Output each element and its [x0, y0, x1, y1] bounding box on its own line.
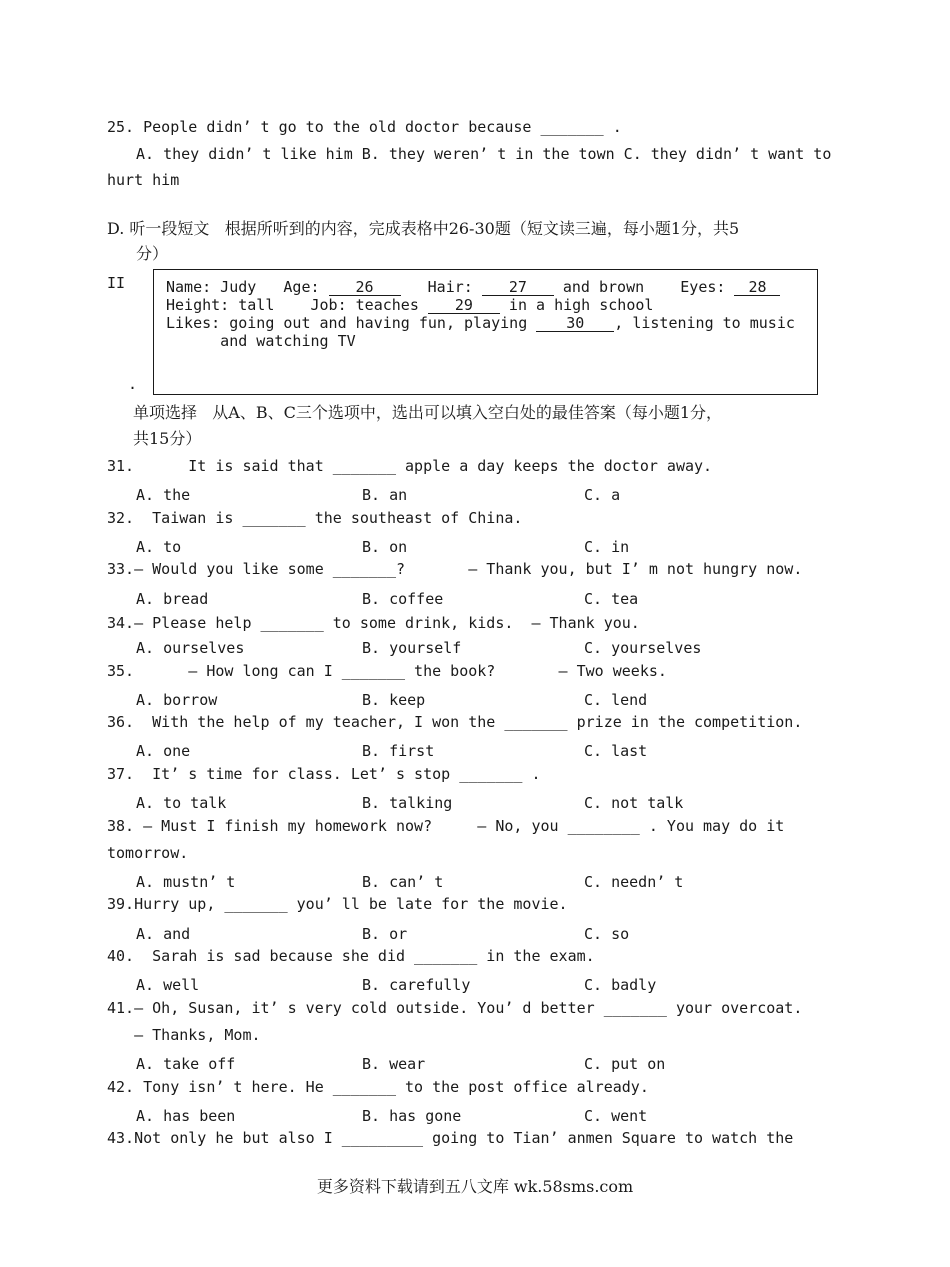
q33-option-c: C. tea [584, 590, 639, 608]
q37-option-c: C. not talk [584, 794, 684, 812]
form-line-likes [166, 314, 795, 332]
footer-source-note: 更多资料下载请到五八文库 wk.58sms.com [316, 1177, 634, 1196]
height-job-label: Height: tall Job: teaches [166, 296, 428, 314]
q33-stem: 33.— Would you like some _______? — Thank you, but I’ m not hungry now. [107, 560, 803, 578]
q32-option-a: A. to [136, 538, 182, 556]
q36-option-a: A. one [136, 742, 191, 760]
q42-option-b: B. has gone [362, 1107, 462, 1125]
q40-option-c: C. badly [584, 976, 657, 994]
q35-option-c: C. lend [584, 691, 648, 709]
q40-option-b: B. carefully [362, 976, 471, 994]
q37-stem: 37. It’ s time for class. Let’ s stop _______ . [107, 765, 541, 783]
info-table-box [153, 269, 818, 395]
name-age-label: Name: Judy Age: [166, 278, 329, 296]
q34-option-c: C. yourselves [584, 639, 702, 657]
q34-option-b: B. yourself [362, 639, 462, 657]
q39-stem: 39.Hurry up, _______ you’ ll be late for the movie. [107, 895, 568, 913]
likes-label: Likes: going out and having fun, playing [166, 314, 537, 332]
q34-option-a: A. ourselves [136, 639, 245, 657]
q37-option-b: B. talking [362, 794, 453, 812]
section-marker-dot: . [128, 375, 138, 393]
q32-option-b: B. on [362, 538, 408, 556]
q40-option-a: A. well [136, 976, 200, 994]
q38-stem: 38. — Must I finish my homework now? — No, you ________ . You may do it [107, 817, 785, 835]
q41-option-c: C. put on [584, 1055, 666, 1073]
q25-options: A. they didn’ t like him B. they weren’ t in the town C. they didn’ t want to [136, 145, 832, 163]
hair-label: Hair: [400, 278, 482, 296]
section-iii-heading: 单项选择 从A、B、C三个选项中，选出可以填入空白处的最佳答案（每小题1分， [133, 403, 722, 422]
hair-eyes-label: and brown Eyes: [553, 278, 735, 296]
q42-option-a: A. has been [136, 1107, 236, 1125]
q31-option-a: A. the [136, 486, 191, 504]
q25-options-cont: hurt him [107, 171, 180, 189]
blank-27: 27 [482, 279, 554, 296]
q32-option-c: C. in [584, 538, 630, 556]
q39-option-c: C. so [584, 925, 630, 943]
q41-stem: 41.— Oh, Susan, it’ s very cold outside. You’ d better _______ your overcoat. [107, 999, 803, 1017]
q35-option-b: B. keep [362, 691, 426, 709]
form-line-name [166, 278, 780, 296]
q40-stem: 40. Sarah is sad because she did _______ in the exam. [107, 947, 595, 965]
q39-option-a: A. and [136, 925, 191, 943]
q36-stem: 36. With the help of my teacher, I won the _______ prize in the competition. [107, 713, 803, 731]
likes-tail: , listening to music [614, 314, 795, 332]
q41-stem-cont: — Thanks, Mom. [107, 1026, 261, 1044]
q33-option-a: A. bread [136, 590, 209, 608]
q36-option-c: C. last [584, 742, 648, 760]
q38-option-a: A. mustn’ t [136, 873, 236, 891]
section-d-heading-cont: 分） [136, 244, 169, 263]
job-tail: in a high school [499, 296, 654, 314]
q33-option-b: B. coffee [362, 590, 444, 608]
section-iii-heading-cont: 共15分） [133, 429, 202, 448]
q38-option-c: C. needn’ t [584, 873, 684, 891]
q37-option-a: A. to talk [136, 794, 227, 812]
blank-29: 29 [428, 297, 500, 314]
q36-option-b: B. first [362, 742, 435, 760]
q31-option-b: B. an [362, 486, 408, 504]
form-line-likes-cont: and watching TV [166, 332, 356, 350]
q41-option-a: A. take off [136, 1055, 236, 1073]
q31-stem: 31. It is said that _______ apple a day keeps the doctor away. [107, 457, 713, 475]
section-d-heading: D. 听一段短文 根据所听到的内容，完成表格中26-30题（短文读三遍，每小题1分，共5 [107, 219, 740, 238]
blank-28: 28 [734, 279, 780, 296]
blank-26: 26 [329, 279, 401, 296]
q34-stem: 34.— Please help _______ to some drink, kids. — Thank you. [107, 614, 640, 632]
section-ii-marker: II [107, 274, 126, 292]
q32-stem: 32. Taiwan is _______ the southeast of China. [107, 509, 523, 527]
q42-option-c: C. went [584, 1107, 648, 1125]
q35-stem: 35. — How long can I _______ the book? — Two weeks. [107, 662, 667, 680]
q38-stem-cont: tomorrow. [107, 844, 189, 862]
q31-option-c: C. a [584, 486, 621, 504]
q41-option-b: B. wear [362, 1055, 426, 1073]
q25-stem: 25. People didn’ t go to the old doctor because _______ . [107, 118, 622, 136]
q35-option-a: A. borrow [136, 691, 218, 709]
form-line-height [166, 296, 653, 314]
q38-option-b: B. can’ t [362, 873, 444, 891]
blank-30: 30 [536, 315, 614, 332]
q39-option-b: B. or [362, 925, 408, 943]
q43-stem: 43.Not only he but also I _________ going to Tian’ anmen Square to watch the [107, 1129, 794, 1147]
q42-stem: 42. Tony isn’ t here. He _______ to the post office already. [107, 1078, 649, 1096]
